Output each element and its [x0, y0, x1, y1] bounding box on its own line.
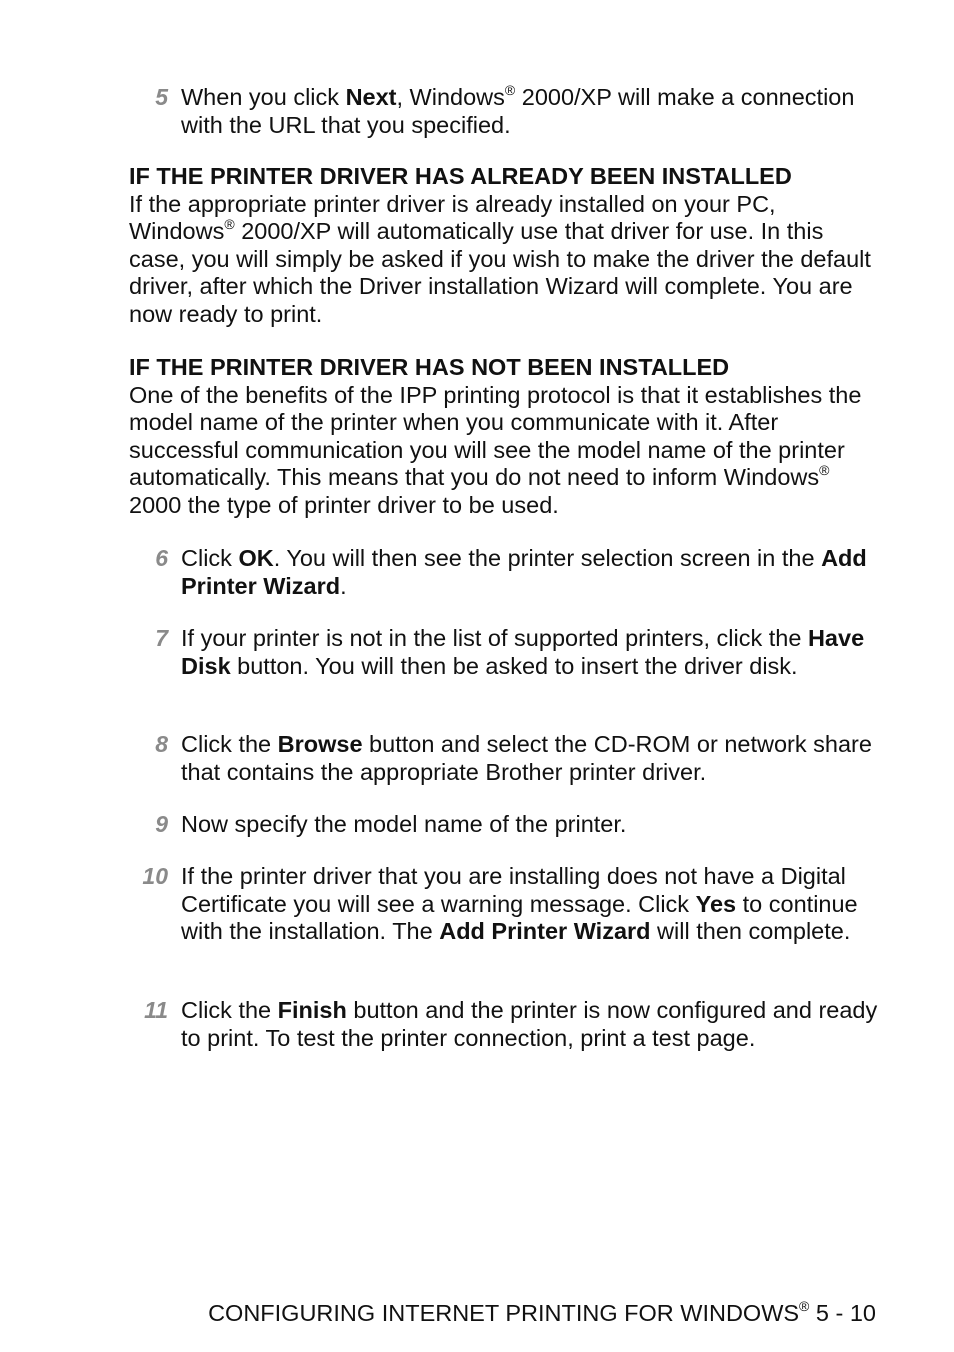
step-number: 11: [144, 997, 168, 1023]
section-heading: IF THE PRINTER DRIVER HAS NOT BEEN INSTALLED: [129, 354, 730, 380]
step-text: If your printer is not in the list of supported printers, click the Have Disk button. You will then be asked to insert the driver disk.: [181, 625, 865, 679]
section-driver-not-installed: [129, 354, 879, 519]
section-driver-installed: [129, 163, 879, 328]
section-heading: IF THE PRINTER DRIVER HAS ALREADY BEEN INSTALLED: [129, 163, 792, 189]
step-number: 9: [155, 811, 168, 837]
step-number: 6: [155, 545, 168, 571]
step-number: 10: [142, 863, 168, 889]
section-body: One of the benefits of the IPP printing protocol is that it establishes the model name of the printer when you communicate with it. After successful communication you will see the model name of the printer automatically. This means that you do not need to inform Windows® 2000 the type of printer driver to be used.: [129, 381, 862, 518]
step-number: 8: [155, 731, 168, 757]
step-text: Click the Browse button and select the CD-ROM or network share that contains the appropriate Brother printer driver.: [181, 731, 872, 785]
step-text: Now specify the model name of the printer.: [181, 811, 627, 837]
page-footer: CONFIGURING INTERNET PRINTING FOR WINDOWS® 5 - 10: [208, 1298, 876, 1326]
step-text: Click OK. You will then see the printer selection screen in the Add Printer Wizard.: [181, 545, 867, 599]
step-text: Click the Finish button and the printer is now configured and ready to print. To test the printer connection, print a test page.: [181, 997, 878, 1051]
step-text: If the printer driver that you are installing does not have a Digital Certificate you will see a warning message. Click Yes to continue with the installation. The Add Printer Wizard will then complete.: [181, 863, 858, 944]
section-body: If the appropriate printer driver is already installed on your PC, Windows® 2000/XP will automatically use that driver for use. In this case, you will simply be asked if you wish to make the driver the default driver, after which the Driver installation Wizard will complete. You are now ready to print.: [129, 190, 871, 327]
step-text: When you click Next, Windows® 2000/XP will make a connection with the URL that you specified.: [181, 82, 855, 138]
step-number: 5: [155, 84, 168, 110]
step-number: 7: [155, 625, 168, 651]
